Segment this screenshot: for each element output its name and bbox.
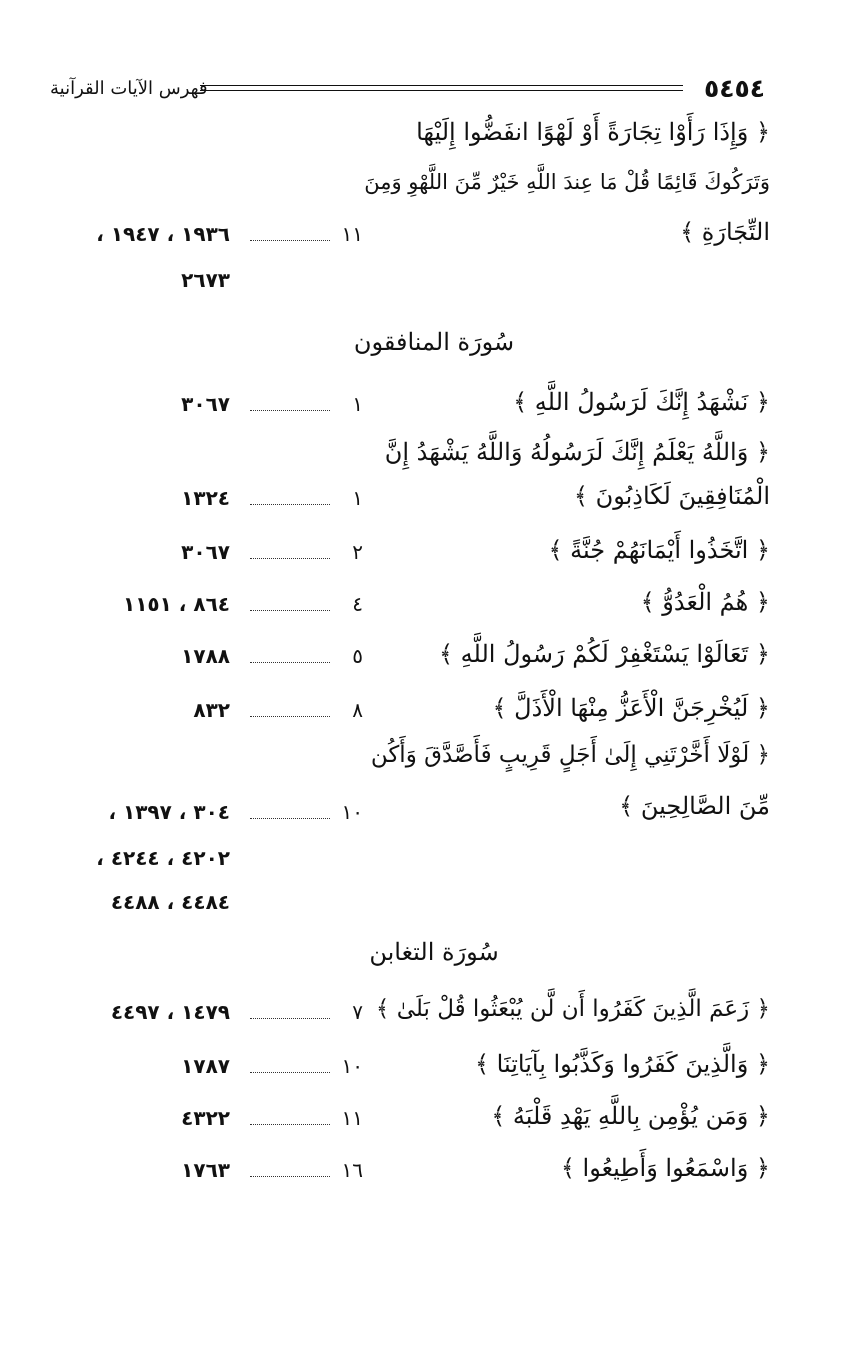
surah-title: سُورَة المنافقون <box>353 328 515 356</box>
running-title: فهرس الآيات القرآنية <box>50 78 208 99</box>
hadith-refs: ٣٠٦٧ <box>181 540 230 564</box>
leader-dots <box>250 558 330 559</box>
verse-line: ﴿ زَعَمَ الَّذِينَ كَفَرُوا أَن لَّن يُبْعَثُوا قُلْ بَلَىٰ ﴾ <box>375 996 770 1022</box>
hadith-refs: ١٣٢٤ <box>181 486 230 510</box>
leader-dots <box>250 662 330 663</box>
hadith-refs: ٤٣٢٢ <box>181 1106 230 1130</box>
verse-line: ﴿ وَإِذَا رَأَوْا تِجَارَةً أَوْ لَهْوًا انفَضُّوا إِلَيْهَا <box>416 118 770 146</box>
leader-dots <box>250 410 330 411</box>
surah-title: سُورَة التغابن <box>369 938 499 966</box>
running-head <box>50 74 765 106</box>
verse-line: ﴿ تَعَالَوْا يَسْتَغْفِرْ لَكُمْ رَسُولُ اللَّهِ ﴾ <box>438 640 770 668</box>
verse-line: ﴿ نَشْهَدُ إِنَّكَ لَرَسُولُ اللَّهِ ﴾ <box>513 388 770 416</box>
verse-line: الْمُنَافِقِينَ لَكَاذِبُونَ ﴾ <box>573 482 770 510</box>
page-number: ٥٤٥٤ <box>703 74 765 103</box>
verse-line: ﴿ وَاسْمَعُوا وَأَطِيعُوا ﴾ <box>560 1154 770 1182</box>
verse-line: ﴿ لَيُخْرِجَنَّ الْأَعَزُّ مِنْهَا الْأَذَلَّ ﴾ <box>492 694 770 722</box>
hadith-refs: ١٧٦٣ <box>181 1158 230 1182</box>
hadith-refs: ١٧٨٨ <box>181 644 230 668</box>
ayah-number: ١ <box>352 392 363 416</box>
hadith-refs: ٣٠٦٧ <box>181 392 230 416</box>
leader-dots <box>250 1176 330 1177</box>
hadith-refs: ١٩٣٦ ، ١٩٤٧ ، <box>96 222 230 246</box>
verse-line: ﴿ هُمُ الْعَدُوُّ ﴾ <box>640 588 770 616</box>
ayah-number: ١ <box>352 486 363 510</box>
leader-dots <box>250 1018 330 1019</box>
ayah-number: ٧ <box>352 1000 363 1024</box>
verse-line: مِّنَ الصَّالِحِينَ ﴾ <box>619 792 770 820</box>
ayah-number: ١١ <box>341 222 363 246</box>
hadith-refs: ١٧٨٧ <box>181 1054 230 1078</box>
leader-dots <box>250 716 330 717</box>
hadith-refs: ٨٦٤ ، ١١٥١ <box>123 592 230 616</box>
leader-dots <box>250 240 330 241</box>
leader-dots <box>250 504 330 505</box>
ayah-number: ٥ <box>352 644 363 668</box>
ayah-number: ٤ <box>352 592 363 616</box>
ayah-number: ١٦ <box>341 1158 363 1182</box>
hadith-refs: ٢٦٧٣ <box>181 268 230 292</box>
verse-line: ﴿ لَوْلَا أَخَّرْتَنِي إِلَىٰ أَجَلٍ قَرِيبٍ فَأَصَّدَّقَ وَأَكُن <box>370 742 770 768</box>
verse-line: ﴿ اتَّخَذُوا أَيْمَانَهُمْ جُنَّةً ﴾ <box>548 536 770 564</box>
leader-dots <box>250 610 330 611</box>
hadith-refs: ٣٠٤ ، ١٣٩٧ ، <box>108 800 230 824</box>
ayah-number: ٢ <box>352 540 363 564</box>
ayah-number: ٨ <box>352 698 363 722</box>
leader-dots <box>250 818 330 819</box>
ayah-number: ١٠ <box>341 800 363 824</box>
verse-line: وَتَرَكُوكَ قَائِمًا قُلْ مَا عِندَ اللَّهِ خَيْرٌ مِّنَ اللَّهْوِ وَمِنَ <box>364 170 770 194</box>
leader-dots <box>250 1072 330 1073</box>
ayah-number: ١٠ <box>341 1054 363 1078</box>
leader-dots <box>250 1124 330 1125</box>
verse-line: ﴿ وَالَّذِينَ كَفَرُوا وَكَذَّبُوا بِآيَاتِنَا ﴾ <box>474 1050 770 1078</box>
verse-line: ﴿ وَاللَّهُ يَعْلَمُ إِنَّكَ لَرَسُولُهُ وَاللَّهُ يَشْهَدُ إِنَّ <box>384 438 770 466</box>
hadith-refs: ٤٤٨٤ ، ٤٤٨٨ <box>110 890 230 914</box>
verse-line: التِّجَارَةِ ﴾ <box>680 218 770 246</box>
verse-line: ﴿ وَمَن يُؤْمِن بِاللَّهِ يَهْدِ قَلْبَهُ ﴾ <box>491 1102 770 1130</box>
hadith-refs: ١٤٧٩ ، ٤٤٩٧ <box>110 1000 230 1024</box>
ayah-number: ١١ <box>341 1106 363 1130</box>
hadith-refs: ٨٣٢ <box>193 698 230 722</box>
header-double-rule <box>200 85 683 91</box>
hadith-refs: ٤٢٠٢ ، ٤٢٤٤ ، <box>96 846 230 870</box>
